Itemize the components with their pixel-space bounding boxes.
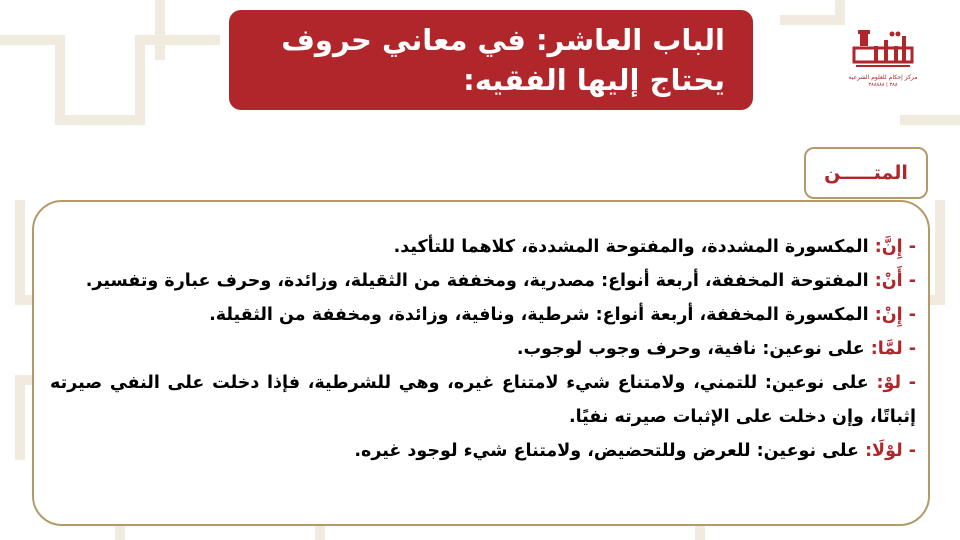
entry-lamma [50,332,916,366]
entry-an [50,264,916,298]
title-line-1: الباب العاشر: في معاني حروف [281,23,725,57]
entry-inna [50,230,916,264]
entry-term: لوْلَا: [865,441,903,461]
title-line-2: يحتاج إليها الفقيه: [463,63,725,97]
entry-in [50,298,916,332]
entry-bullet: - [908,373,917,393]
entry-bullet: - [908,271,916,291]
entry-text: المكسورة المخففة، أربعة أنواع: شرطية، ونافية، وزائدة، ومخففة من الثقيلة. [209,305,869,325]
entry-term: أَنْ: [874,271,903,291]
entry-law [50,366,916,434]
entry-term: لوْ: [876,373,902,393]
entry-text: على نوعين: للعرض وللتحضيض، ولامتناع شيء لوجود غيره. [354,441,859,461]
logo-subtitle-2: ٣٨٨ | ٣٨٨٨٨٨ [868,82,898,88]
ihkam-logo [848,24,918,94]
slide-title [229,10,753,110]
entry-text: المفتوحة المخففة، أربعة أنواع: مصدرية، ومخففة من الثقيلة، وزائدة، وحرف عبارة وتفسير. [85,271,869,291]
logo-mark-icon [852,26,914,70]
entry-bullet: - [908,237,916,257]
logo-subtitle: مركز إحكام للعلوم الشرعية [848,74,918,81]
entry-text: على نوعين: للتمني، ولامتناع شيء لامتناع غيره، وهي للشرطية، فإذا دخلت على النفي صيرته إثباتًا، وإن دخلت على الإثبات صيرته نفيًا. [50,373,916,427]
section-tab-label: المتـــــن [824,162,908,184]
entry-bullet: - [908,305,916,325]
entry-text: على نوعين: نافية، وحرف وجوب لوجوب. [516,339,865,359]
section-tab-matn [804,147,928,199]
entry-term: إِنَّ: [874,237,903,257]
entry-term: لمَّا: [870,339,903,359]
entry-bullet: - [908,441,916,461]
content-box [32,200,930,526]
entry-term: إِنْ: [874,305,903,325]
entry-bullet: - [908,339,916,359]
entry-lawla [50,434,916,468]
entry-text: المكسورة المشددة، والمفتوحة المشددة، كلاهما للتأكيد. [393,237,869,257]
